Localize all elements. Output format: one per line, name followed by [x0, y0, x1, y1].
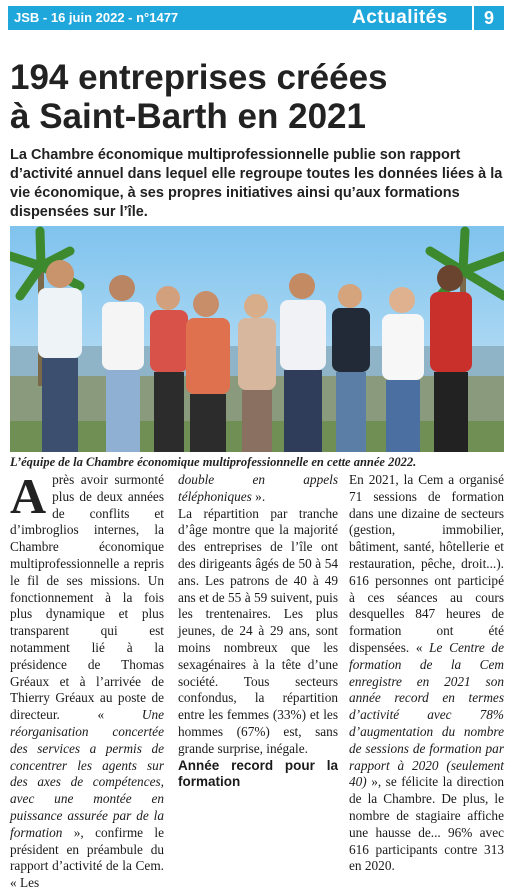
article-column-1 — [10, 468, 164, 892]
column-1-paragraph — [10, 468, 164, 892]
col1-text-2: », confirme le président en préambule du rapport d’activité de la Cem. « Les — [10, 824, 164, 891]
section-title: Actualités — [352, 7, 448, 28]
article-headline — [10, 58, 504, 136]
article-lede: La Chambre économique multiprofessionnelle publie son rapport d’activité annuel dans lequel elle regroupe toutes les données liées à la vie économique, à ses propres initiatives ainsi qu’aux formations dispensées sur l’île. — [10, 147, 503, 220]
col3-text-1: En 2021, la Cem a organisé 71 sessions de formation dans une dizaine de secteurs (gestion, immobilier, bâtiment, santé, hôtellerie et restauration, pêche, droit...). 616 personnes ont participé à ces séances au cours desquelles 847 heures de formation ont été dispensées. « — [349, 472, 504, 655]
headline-line-1: 194 entreprises créées — [10, 58, 388, 97]
section-subheading: Année record pour la formation — [178, 757, 338, 789]
col1-text-1: près avoir surmonté plus de deux années de conflits et d’imbroglios internes, la Chambre économique multiprofessionnelle a repris le fil de ses missions. Un fonctionnement à la fois plus dynamique et plus transparent qui est notamment lié à la présidence de Thomas Gréaux et à l’arrivée de Thierry Gréaux au poste de directeur. « — [10, 472, 164, 723]
headline-line-2: à Saint-Barth en 2021 — [10, 97, 366, 136]
column-3-paragraph — [349, 472, 504, 875]
article-column-2 — [178, 472, 338, 790]
team-photo — [10, 226, 504, 452]
column-2-quote-end — [178, 472, 338, 506]
issue-info: JSB - 16 juin 2022 - n°1477 — [14, 10, 179, 25]
page-header — [0, 0, 514, 34]
col1-quote: Une réorganisation concertée des services a permis de concentrer les agents sur des axes de compétences, avec une montée en puissance assurée par de la formation — [10, 707, 164, 840]
column-2-paragraph: La répartition par tranche d’âge montre que la majorité des entreprises de l’île ont des dirigeants âgés de 50 à 54 ans. Les patrons de 40 à 49 ans et de 55 à 59 suivent, puis les trentenaires. Les plus jeunes, de 24 à 29 ans, sont moins nombreux que les sexagénaires à la tête d’une société. Tous secteurs confondus, la répartition entre les femmes (33%) et les hommes (67%) est, sans grande surprise, inégale. — [178, 505, 338, 756]
photo-caption: L’équipe de la Chambre économique multiprofessionnelle en cette année 2022. — [10, 455, 417, 469]
col3-text-2: », se félicite la direction de la Chambre. De plus, le nombre de stagiaire affiche une hausse de... 96% avec 616 participants contre 313 en 2020. — [349, 774, 504, 874]
col3-quote: Le Centre de formation de la Cem enregistre en 2021 son année record en termes d’activité avec 78% d’augmentation du nombre de sessions de formation par rapport à 2020 (seulement 40) — [349, 639, 504, 790]
drop-cap: A — [10, 468, 47, 524]
col2-quote: double en appels téléphoniques — [178, 472, 338, 504]
col2-text-1: ». — [251, 488, 266, 504]
page-number: 9 — [483, 8, 494, 28]
article-column-3 — [349, 472, 504, 875]
